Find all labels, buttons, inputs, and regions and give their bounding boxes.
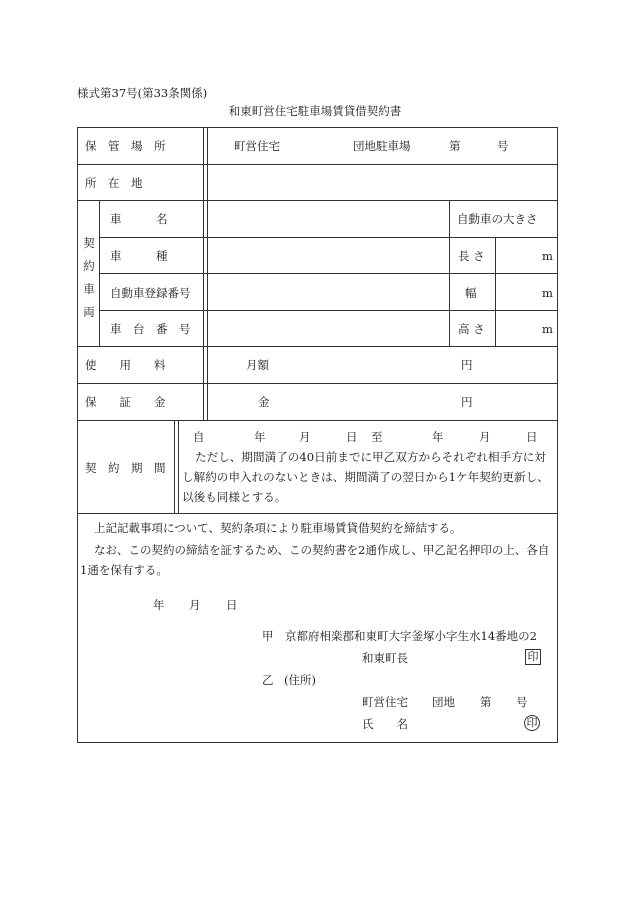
party-b-housing: 町営住宅: [362, 695, 408, 709]
vehicle-height-label: 高 さ: [458, 322, 485, 336]
period-renewal-note: ただし、期間満了の40日前までに甲乙双方からそれぞれ相手方に対し解約の申入れのないときは、期間満了の翌日から1ケ年契約更新し、以後も同様とする。: [182, 450, 549, 504]
storage-complex-lot: 団地駐車場: [353, 139, 411, 153]
vehicle-name-label: 車 名: [110, 212, 168, 226]
storage-go: 号: [497, 139, 509, 153]
agreement-paragraph-2: なお、この契約の締結を証するため、この契約書を2通作成し、甲乙記名押印の上、各自1通を保有する。: [80, 543, 550, 577]
party-b-go: 号: [516, 695, 528, 709]
location-label: 所 在 地: [85, 176, 143, 190]
length-unit: m: [542, 249, 553, 263]
vehicle-registration-label: 自動車登録番号: [110, 286, 191, 300]
vehicle-chassis-label: 車 台 番 号: [110, 322, 191, 336]
period-to-year: 年: [432, 430, 444, 444]
vehicle-size-label: 自動車の大きさ: [457, 212, 538, 226]
period-to-month: 月: [479, 430, 491, 444]
party-a-marker: 甲: [262, 629, 274, 643]
period-label: 契 約 期 間: [85, 461, 166, 475]
party-b-address-label: (住所): [284, 673, 316, 687]
party-a-address: 京都府相楽郡和東町大字釜塚小字生水14番地の2: [285, 629, 537, 643]
deposit-kin: 金: [258, 395, 270, 409]
period-from-year: 年: [254, 430, 266, 444]
party-a-name: 和東町長: [362, 651, 408, 665]
signing-date-year: 年: [153, 598, 165, 612]
signing-date-month: 月: [189, 598, 201, 612]
fee-label: 使 用 料: [85, 358, 166, 372]
height-unit: m: [542, 322, 553, 336]
period-from-month: 月: [299, 430, 311, 444]
fee-monthly: 月額: [246, 358, 269, 372]
fee-yen: 円: [461, 358, 473, 372]
document-title: 和東町営住宅駐車場賃貸借契約書: [228, 104, 402, 118]
vehicle-width-label: 幅: [465, 286, 477, 300]
signing-date-day: 日: [226, 598, 238, 612]
vehicle-type-label: 車 種: [110, 249, 168, 263]
party-b-complex: 団地: [432, 695, 455, 709]
period-from-day: 日: [346, 430, 358, 444]
deposit-yen: 円: [461, 395, 473, 409]
party-b-marker: 乙: [262, 673, 274, 687]
party-b-dai: 第: [480, 695, 492, 709]
party-a-seal: 印: [525, 649, 541, 665]
party-b-seal: 印: [524, 715, 540, 731]
period-to: 至: [371, 430, 383, 444]
storage-housing: 町営住宅: [234, 139, 280, 153]
vehicle-length-label: 長 さ: [458, 249, 485, 263]
width-unit: m: [542, 286, 553, 300]
deposit-label: 保 証 金: [85, 395, 166, 409]
period-from: 自: [193, 430, 205, 444]
agreement-paragraph-1: 上記記載事項について、契約条項により駐車場賃貸借契約を締結する。: [94, 521, 462, 535]
party-b-name-label: 氏 名: [362, 717, 408, 731]
storage-location-label: 保 管 場 所: [85, 139, 166, 153]
storage-dai: 第: [449, 139, 461, 153]
vehicle-group-label: 契約車両: [83, 236, 95, 319]
period-to-day: 日: [526, 430, 538, 444]
form-number: 様式第37号(第33条関係): [77, 86, 208, 100]
